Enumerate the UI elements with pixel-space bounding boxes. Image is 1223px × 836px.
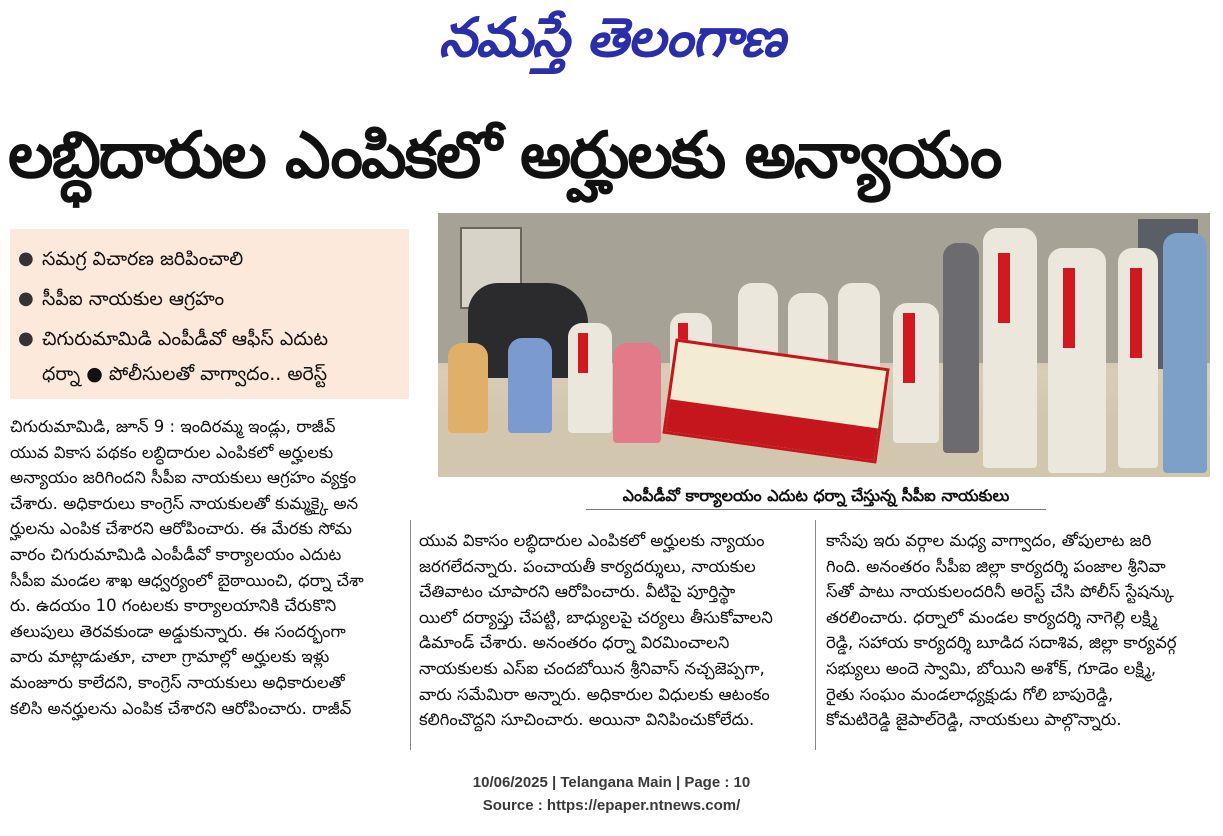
headline: లబ్ధిదారుల ఎంపికలో అర్హులకు అన్యాయం <box>8 119 1001 193</box>
photo-person <box>983 228 1037 468</box>
article-line: రెడ్డి, సహాయ కార్యదర్శి బూడిద సదాశివ, జిల్లా కార్యవర్గ <box>826 633 1177 653</box>
article-line: సీపీఐ మండల శాఖ ఆధ్వర్యంలో బైఠాయించి, ధర్నా చేశా <box>10 570 364 590</box>
article-column-2 <box>419 528 805 733</box>
article-line: నాయకులకు ఎస్ఐ చందబోయిన శ్రీనివాస్ నచ్చజెప్పగా, <box>419 658 765 678</box>
bullet-icon: ● <box>18 248 34 269</box>
footer-date-line: 10/06/2025 | Telangana Main | Page : 10 <box>472 774 751 791</box>
photo-red-scarf <box>1063 268 1075 348</box>
article-line: అన్యాయం జరిగిందని సీపీఐ నాయకులు ఆగ్రహం వ్యక్తం <box>10 468 357 488</box>
article-line: గింది. అనంతరం సీపీఐ జిల్లా కార్యదర్శి పంజాల శ్రీనివా <box>826 556 1166 576</box>
article-line: చిగురుమామిడి, జూన్ 9 : ఇందిరమ్మ ఇండ్లు, రాజీవ్ <box>10 417 336 436</box>
article-line: చేశారు. అధికారులు కాంగ్రెస్ నాయకులతో కుమ్మక్కై అన <box>10 493 359 513</box>
highlight-continuation: ధర్నా ● పోలీసులతో వాగ్వాదం.. అరెస్ట్ <box>42 363 328 385</box>
masthead-logo: నమస్తే తెలంగాణ <box>438 6 785 69</box>
article-line: రైతు సంఘం మండలాధ్యక్షుడు గోలి బాపురెడ్డి, <box>826 684 1114 704</box>
article-line: తరలించారు. ధర్నాలో మండల కార్యదర్శి నాగెల్లి లక్ష్మి <box>826 607 1158 627</box>
article-line: తలుపులు తెరవకుండా అడ్డుకున్నారు. ఈ సందర్భంగా <box>10 621 346 641</box>
article-line: స్‌తో పాటు నాయకులందరినీ అరెస్ట్ చేసి పోలీస్ స్టేషన్కు <box>826 582 1174 602</box>
bullet-icon: ● <box>18 328 34 349</box>
news-photo <box>438 213 1210 477</box>
article-line: కోమటిరెడ్డి జైపాల్‌రెడ్డి, నాయకులు పాల్గొన్నారు. <box>826 710 1122 730</box>
bullet-icon: ● <box>18 288 34 309</box>
article-line: డిమాండ్ చేశారు. అనంతరం ధర్నా విరమించాలని <box>419 633 730 653</box>
article-line: యువ వికాస పథకం లబ్ధిదారుల ఎంపికలో అర్హులకు <box>10 442 334 462</box>
photo-person <box>448 343 488 433</box>
highlight-item <box>18 319 401 359</box>
photo-person <box>1048 248 1106 473</box>
photo-person <box>1163 233 1207 473</box>
photo-caption: ఎంపీడీవో కార్యాలయం ఎదుట ధర్నా చేస్తున్న సీపీఐ నాయకులు <box>586 483 1046 510</box>
article-line: మంజూరు కాలేదని, కాంగ్రెస్ నాయకులు అధికారులతో <box>10 672 345 692</box>
photo-person <box>613 343 661 443</box>
article-line: రు. ఉదయం 10 గంటలకు కార్యాలయానికి చేరుకొని <box>10 596 337 616</box>
column-divider <box>815 520 816 750</box>
photo-person <box>568 323 612 433</box>
article-line: ర్హులను ఎంపిక చేశారని ఆరోపించారు. ఈ మేరకు సోమ <box>10 519 353 539</box>
highlight-item <box>18 279 401 319</box>
article-line: జరగలేదన్నారు. పంచాయతీ కార్యదర్శులు, నాయకుల <box>419 556 756 576</box>
photo-person <box>508 338 552 433</box>
photo-person <box>943 243 979 453</box>
photo-person <box>893 303 939 443</box>
article-line: యిలో దర్యాప్తు చేపట్టి, బాధ్యులపై చర్యలు తీసుకోవాలని <box>419 607 773 627</box>
highlight-item <box>18 239 401 279</box>
highlights-box <box>10 229 409 399</box>
article-line: కాసేపు ఇరు వర్గాల మధ్య వాగ్వాదం, తోపులాట జరి <box>826 531 1152 550</box>
article-line: వారు మాట్లాడుతూ, చాలా గ్రామాల్లో అర్హులకు ఇళ్లు <box>10 647 330 667</box>
highlight-text: సీపీఐ నాయకుల ఆగ్రహం <box>42 288 225 310</box>
highlight-text: సమగ్ర విచారణ జరిపించాలి <box>42 248 244 270</box>
article-line: కలిగించొద్దని సూచించారు. అయినా వినిపించుకోలేదు. <box>419 710 755 730</box>
column-divider <box>410 520 411 750</box>
photo-red-scarf <box>998 253 1010 323</box>
article-line: వారు సమేమిరా అన్నారు. అధికారుల విధులకు ఆటంకం <box>419 684 770 704</box>
highlight-text: చిగురుమామిడి ఎంపీడీవో ఆఫీస్ ఎదుట <box>42 328 329 350</box>
article-column-1 <box>10 414 400 721</box>
photo-red-scarf <box>903 313 915 383</box>
article-line: సభ్యులు అందె స్వామి, బోయిని అశోక్, గూడెం లక్ష్మి, <box>826 658 1157 678</box>
photo-red-scarf <box>578 333 588 373</box>
article-line: వారం చిగురుమామిడి ఎంపీడీవో కార్యాలయం ఎదుట <box>10 544 342 564</box>
article-line: చేతివాటం చూపారని ఆరోపించారు. వీటిపై పూర్తిస్థా <box>419 582 736 602</box>
footer-source-line: Source : https://epaper.ntnews.com/ <box>482 797 741 814</box>
article-column-3 <box>826 528 1214 733</box>
photo-red-scarf <box>1130 268 1142 358</box>
article-line: కలిసి అనర్హులను ఎంపిక చేశారని ఆరోపించారు. రాజీవ్ <box>10 698 352 718</box>
article-line: యువ వికాసం లబ్ధిదారుల ఎంపికలో అర్హులకు న్యాయం <box>419 531 765 550</box>
